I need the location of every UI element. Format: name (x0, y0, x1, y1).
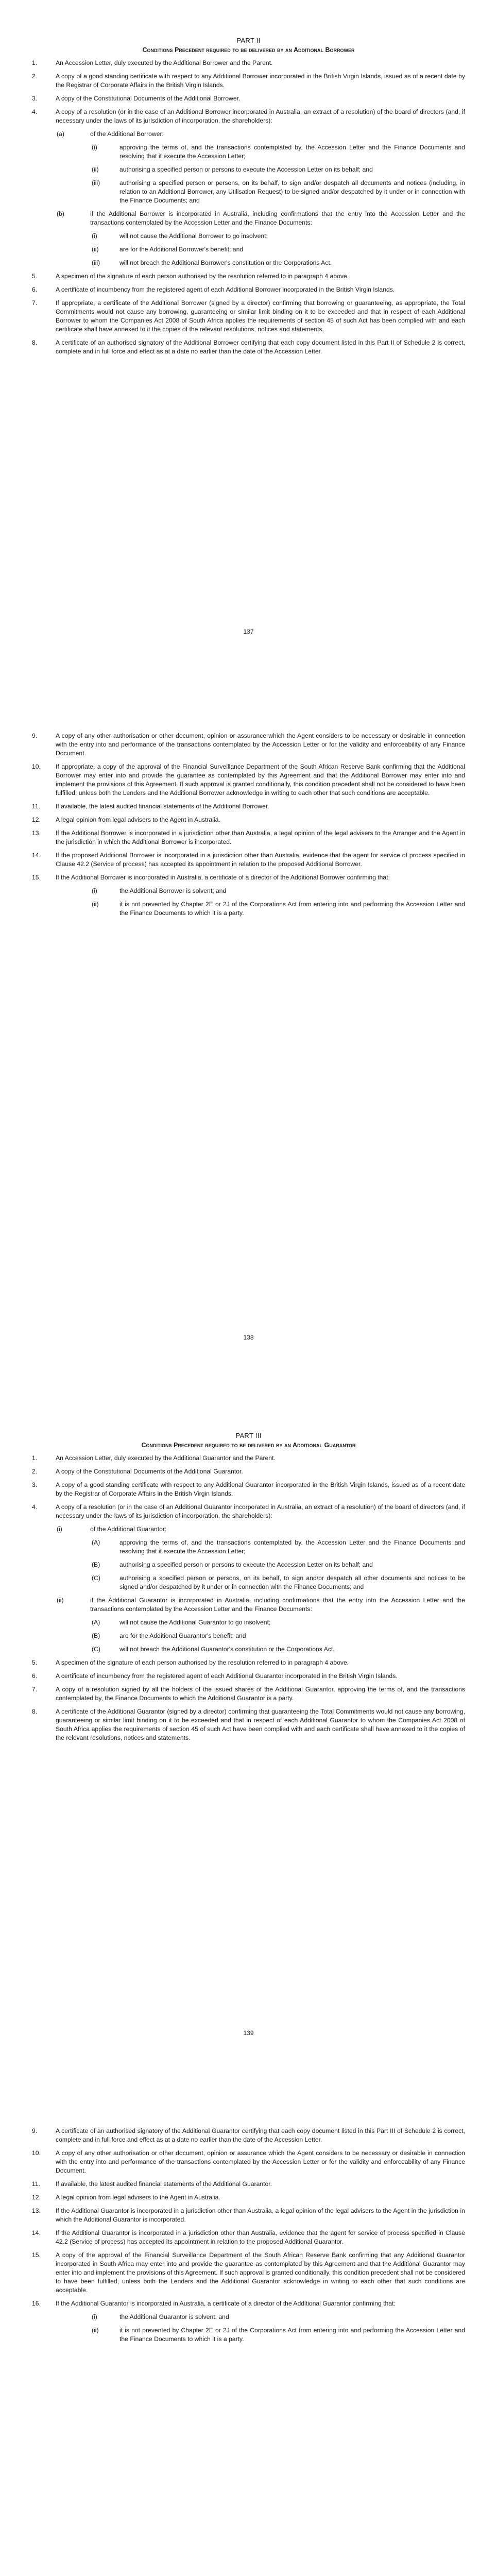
clause-number: (ii) (92, 246, 99, 253)
clause-text: A specimen of the signature of each person authorised by the resolution referred to in paragraph 4 above. (56, 273, 349, 280)
clause (0, 1658, 497, 1667)
clause-text: A copy of any other authorisation or other document, opinion or assurance which the Agent considers to be necessary or desirable in connection with the entry into and performance of the transactions contemplated by the Accession Letter or for the validity and enforceability of any Finance Document. (56, 2149, 465, 2174)
clause (0, 59, 497, 67)
clause (0, 2229, 497, 2246)
clause-text: If appropriate, a copy of the approval of the Financial Surveillance Department of the South African Reserve Bank confirming that the Additional Borrower may enter into and provide the guarantee as contemplated by this Agreement and that the Additional Borrower may enter into and implement the provisions of this Agreement. If such approval is granted conditionally, this condition precedent shall not be considered to have been fulfilled, unless both the Lenders and the Additional Borrower acknowledge in writing to each other that such conditions are acceptable. (56, 763, 465, 796)
clause-number: 3. (32, 95, 38, 102)
clause (0, 1503, 497, 1520)
clause-text: If the Additional Guarantor is incorporated in Australia, a certificate of a director of the Additional Guarantor confirming that: (56, 2300, 396, 2307)
clause-number: 6. (32, 1672, 38, 1680)
clause-number: 10. (32, 2149, 41, 2157)
clause (0, 272, 497, 281)
sub-clause (0, 1618, 497, 1627)
clause-text: If available, the latest audited financial statements of the Additional Borrower. (56, 803, 269, 810)
clause-text: if the Additional Borrower is incorporated in Australia, including confirmations that the entry into the Accession Letter and the transactions contemplated by the Accession Letter and the Finance Documents: (90, 210, 465, 226)
clause-text: authorising a specified person or persons, on its behalf, to sign and/or despatch all documents and notices (including, in relation to an Additional Borrower, any Utilisation Request) to be signed and/or despatched by it under or in connection with the Finance Documents; and (119, 179, 465, 204)
clause-text: A legal opinion from legal advisers to the Agent in Australia. (56, 816, 220, 823)
clause (0, 851, 497, 869)
page-number: 137 (243, 628, 254, 635)
clause-number: 4. (32, 1503, 38, 1511)
sub-clause (0, 2326, 497, 2344)
clause-text: A certificate of the Additional Guarantor (signed by a director) confirming that guaranteeing the Total Commitments would not cause any borrowing, guaranteeing or similar limit binding on it to be exceeded and that in respect of each Additional Guarantor to whom the Companies Act 2008 of South Africa applies the requirements of section 45 of such Act have been complied with and each certificate shall have annexed to it the copies of the relevant resolutions, notices and statements. (56, 1708, 465, 1741)
clause-list (0, 732, 497, 882)
clause-number: 8. (32, 339, 38, 346)
sub-list (0, 130, 497, 267)
clause-number: 15. (32, 2251, 41, 2259)
clause-number: 11. (32, 803, 41, 810)
clause (0, 2193, 497, 2202)
clause-text: A copy of the approval of the Financial Surveillance Department of the South African Reserve Bank confirming that any Additional Guarantor incorporated in South Africa may enter into and provide the guarantee as contemplated by this Agreement and that the Additional Guarantor may enter into and implement the provisions of this Agreement. If such approval is granted conditionally, this condition precedent shall not be considered to have been fulfilled, unless both the Lenders and the Additional Guarantor acknowledge in writing to each other that such conditions are acceptable. (56, 2251, 465, 2294)
clause-number: (ii) (92, 166, 99, 173)
clause-list (0, 1454, 497, 1520)
clause (0, 1707, 497, 1742)
sub-clause (0, 1561, 497, 1569)
sub-clause (0, 232, 497, 241)
clause-number: (B) (92, 1632, 100, 1639)
clause-text: approving the terms of, and the transactions contemplated by, the Accession Letter and the Finance Documents and resolving that it execute the Accession Letter; (119, 144, 465, 160)
clause-text: A specimen of the signature of each person authorised by the resolution referred to in paragraph 4 above. (56, 1659, 349, 1666)
sub-clause (0, 245, 497, 254)
clause-text: are for the Additional Guarantor's benefit; and (119, 1632, 246, 1639)
clause-number: (C) (92, 1574, 100, 1582)
clause (0, 829, 497, 846)
clause-text: An Accession Letter, duly executed by the Additional Borrower and the Parent. (56, 59, 273, 66)
clause-text: if the Additional Guarantor is incorporated in Australia, including confirmations that the entry into the Accession Letter and the transactions contemplated by the Accession Letter and the Finance Documents: (90, 1597, 465, 1613)
clause-number: (iii) (92, 259, 100, 266)
clause-number: 5. (32, 1659, 38, 1666)
clause-number: 12. (32, 2194, 41, 2201)
clause (0, 299, 497, 334)
clause-number: 13. (32, 829, 41, 837)
clause-text: If the Additional Borrower is incorporated in Australia, a certificate of a director of the Additional Borrower confirming that: (56, 874, 390, 881)
clause-text: An Accession Letter, duly executed by the Additional Guarantor and the Parent. (56, 1454, 276, 1462)
sub-clause (0, 210, 497, 227)
clause-text: If the Additional Guarantor is incorporated in a jurisdiction other than Australia, evidence that the agent for service of process specified in Clause 42.2 (Service of process) has accepted its appointment in relation to the proposed Additional Guarantor. (56, 2229, 465, 2245)
clause-number: 15. (32, 874, 41, 881)
clause-text: A copy of a good standing certificate with respect to any Additional Borrower incorporated in the British Virgin Islands, issued as of a recent date by the Registrar of Corporate Affairs in the British Virgin Islands. (56, 73, 465, 89)
clause-number: 9. (32, 732, 38, 739)
sub-clause (0, 165, 497, 174)
clause-text: A legal opinion from legal advisers to the Agent in Australia. (56, 2194, 220, 2201)
part-title: PART II (236, 37, 261, 44)
clause-number: (C) (92, 1646, 100, 1653)
clause-number: 4. (32, 108, 38, 115)
clause (0, 94, 497, 103)
clause-number: (i) (92, 2313, 97, 2320)
clause (0, 816, 497, 824)
clause-number: 1. (32, 59, 38, 66)
clause-number: 16. (32, 2300, 41, 2307)
clause-number: (ii) (92, 2327, 99, 2334)
clause-number: (b) (57, 210, 64, 217)
part-subtitle: Conditions Precedent required to be delivered by an Additional Guarantor (141, 1442, 356, 1449)
clause-text: A certificate of an authorised signatory of the Additional Borrower certifying that each copy document listed in this Part II of Schedule 2 is correct, complete and in full force and effect as at a date no earlier than the date of the Accession Letter. (56, 339, 465, 355)
page-138 (0, 732, 497, 922)
clause-number: (B) (92, 1561, 100, 1568)
clause-number: 5. (32, 273, 38, 280)
clause-text: it is not prevented by Chapter 2E or 2J of the Corporations Act from entering into and performing the Accession Letter and the Finance Documents to which it is a party. (119, 2327, 465, 2343)
clause (0, 72, 497, 90)
clause-number: (ii) (92, 901, 99, 908)
clause-text: authorising a specified person or persons, on its behalf, to sign and/or despatch all other documents and notices to be signed and/or despatched by it under or in connection with the Finance Documents; and (119, 1574, 465, 1590)
clause-text: authorising a specified person or persons to execute the Accession Letter on its behalf; and (119, 166, 373, 173)
clause-number: (i) (92, 144, 97, 151)
page-137 (0, 36, 497, 361)
clause (0, 2149, 497, 2175)
clause (0, 1685, 497, 1703)
sub-list (0, 887, 497, 918)
clause-text: If the proposed Additional Borrower is incorporated in a jurisdiction other than Australia, evidence that the agent for service of process specified in Clause 42.2 (Service of process) has accepted its appointment in relation to the proposed Additional Borrower. (56, 852, 465, 868)
clause-list (0, 59, 497, 125)
clause (0, 1481, 497, 1498)
clause-text: A certificate of incumbency from the registered agent of each Additional Guarantor incorporated in the British Virgin Islands. (56, 1672, 398, 1680)
sub-clause (0, 1596, 497, 1614)
clause-number: (i) (57, 1526, 62, 1533)
part-title: PART III (235, 1432, 262, 1439)
part-subtitle: Conditions Precedent required to be delivered by an Additional Borrower (142, 46, 355, 54)
clause (0, 1467, 497, 1476)
clause-number: 9. (32, 2127, 38, 2134)
clause-text: If the Additional Borrower is incorporated in a jurisdiction other than Australia, a legal opinion of the legal advisers to the Arranger and the Agent in the jurisdiction in which the Additional Borrower is incorporated. (56, 829, 465, 845)
clause-number: 8. (32, 1708, 38, 1715)
clause-text: it is not prevented by Chapter 2E or 2J of the Corporations Act from entering into and performing the Accession Letter and the Finance Documents to which it is a party. (119, 901, 465, 917)
clause-number: (A) (92, 1539, 100, 1546)
clause-number: 7. (32, 1686, 38, 1693)
clause-text: If appropriate, a certificate of the Additional Borrower (signed by a director) confirming that borrowing or guaranteeing, as appropriate, the Total Commitments would not cause any borrowing, guaranteeing or similar limit binding on it to be exceeded and that in respect of each Additional Borrower to whom the Companies Act 2008 of South Africa applies the requirements of section 45 of such Act has been complied with and each certificate shall have annexed to it the copies of the relevant resolutions, notices and statements. (56, 299, 465, 333)
clause-text: the Additional Borrower is solvent; and (119, 887, 227, 894)
clause-text: A certificate of incumbency from the registered agent of each Additional Borrower incorporated in the British Virgin Islands. (56, 286, 395, 293)
clause-text: authorising a specified person or persons to execute the Accession Letter on its behalf; and (119, 1561, 373, 1568)
clause-text: A copy of a resolution (or in the case of an Additional Borrower incorporated in Australia, an extract of a resolution) of the board of directors (and, if necessary under the laws of its jurisdiction of incorporation, the shareholders): (56, 108, 465, 124)
clause (0, 873, 497, 882)
clause (0, 338, 497, 356)
clause-number: 14. (32, 2229, 41, 2236)
clause (0, 2207, 497, 2224)
page-number: 139 (243, 2029, 254, 2037)
clause (0, 2180, 497, 2189)
clause-text: A copy of any other authorisation or other document, opinion or assurance which the Agent considers to be necessary or desirable in connection with the entry into and performance of the transactions contemplated by the Accession Letter or for the validity and enforceability of any Finance Document. (56, 732, 465, 757)
sub-clause (0, 1525, 497, 1534)
clause-number: 13. (32, 2207, 41, 2214)
sub-clause (0, 1645, 497, 1654)
sub-clause (0, 1538, 497, 1556)
sub-list (0, 2313, 497, 2344)
clause-text: of the Additional Borrower: (90, 130, 164, 138)
sub-clause (0, 143, 497, 161)
clause-text: A copy of the Constitutional Documents of the Additional Borrower. (56, 95, 241, 102)
clause-text: A copy of a resolution signed by all the holders of the issued shares of the Additional Guarantor, approving the terms of, and the transactions contemplated by, the Finance Documents to which the Additional Guarantor is a party. (56, 1686, 465, 1702)
clause-number: 2. (32, 1468, 38, 1475)
clause-text: A copy of a resolution (or in the case of an Additional Guarantor incorporated in Australia, an extract of a resolution) of the board of directors (and, if necessary under the laws of its jurisdiction of incorporation, the shareholders): (56, 1503, 465, 1519)
clause (0, 1672, 497, 1681)
clause (0, 2127, 497, 2144)
clause-text: will not breach the Additional Guarantor's constitution or the Corporations Act. (119, 1646, 335, 1653)
clause (0, 762, 497, 798)
clause-number: (i) (92, 232, 97, 240)
clause-text: If available, the latest audited financial statements of the Additional Guarantor. (56, 2180, 272, 2188)
clause-number: 3. (32, 1481, 38, 1488)
sub-clause (0, 259, 497, 267)
page-139 (0, 1431, 497, 1747)
clause-number: 6. (32, 286, 38, 293)
clause-number: (ii) (57, 1597, 64, 1604)
clause-number: 1. (32, 1454, 38, 1462)
clause-text: A copy of a good standing certificate with respect to any Additional Guarantor incorporated in the British Virgin Islands, issued as of a recent date by the Registrar of Corporate Affairs in the British Virgin Islands. (56, 1481, 465, 1497)
clause-text: will not breach the Additional Borrower's constitution or the Corporations Act. (119, 259, 332, 266)
sub-clause (0, 1632, 497, 1640)
clause-text: will not cause the Additional Borrower to go insolvent; (119, 232, 268, 240)
clause-number: 10. (32, 763, 41, 770)
sub-clause (0, 900, 497, 918)
clause-number: (i) (92, 887, 97, 894)
clause-number: 2. (32, 73, 38, 80)
clause-number: (a) (57, 130, 64, 138)
clause-text: approving the terms of, and the transactions contemplated by, the Accession Letter and the Finance Documents and resolving that it execute the Accession Letter; (119, 1539, 465, 1555)
clause (0, 108, 497, 125)
clause (0, 2299, 497, 2308)
sub-clause (0, 130, 497, 139)
clause-number: 12. (32, 816, 41, 823)
sub-clause (0, 179, 497, 205)
clause-number: 11. (32, 2180, 41, 2188)
clause-text: A copy of the Constitutional Documents of the Additional Guarantor. (56, 1468, 243, 1475)
clause-text: A certificate of an authorised signatory of the Additional Guarantor certifying that each copy document listed in this Part III of Schedule 2 is correct, complete and in full force and effect as at a date no earlier than the date of the Accession Letter. (56, 2127, 465, 2143)
clause-text: will not cause the Additional Guarantor to go insolvent; (119, 1619, 271, 1626)
sub-clause (0, 887, 497, 895)
clause (0, 2251, 497, 2295)
clause-text: the Additional Guarantor is solvent; and (119, 2313, 229, 2320)
page-140 (0, 2127, 497, 2348)
clause-number: (iii) (92, 179, 100, 187)
clause-number: 7. (32, 299, 38, 307)
sub-clause (0, 1574, 497, 1591)
clause-number: 14. (32, 852, 41, 859)
clause-text: are for the Additional Borrower's benefit; and (119, 246, 244, 253)
clause-list (0, 2127, 497, 2308)
clause-text: If the Additional Guarantor is incorporated in a jurisdiction other than Australia, a legal opinion of the legal advisers to the Agent in the jurisdiction in which the Additional Guarantor is incorporated. (56, 2207, 465, 2223)
clause (0, 1454, 497, 1463)
page-number: 138 (243, 1334, 254, 1341)
sub-list (0, 1525, 497, 1654)
sub-clause (0, 2313, 497, 2321)
clause-number: (A) (92, 1619, 100, 1626)
clause (0, 732, 497, 758)
clause-text: of the Additional Guarantor: (90, 1526, 167, 1533)
clause (0, 285, 497, 294)
clause (0, 802, 497, 811)
